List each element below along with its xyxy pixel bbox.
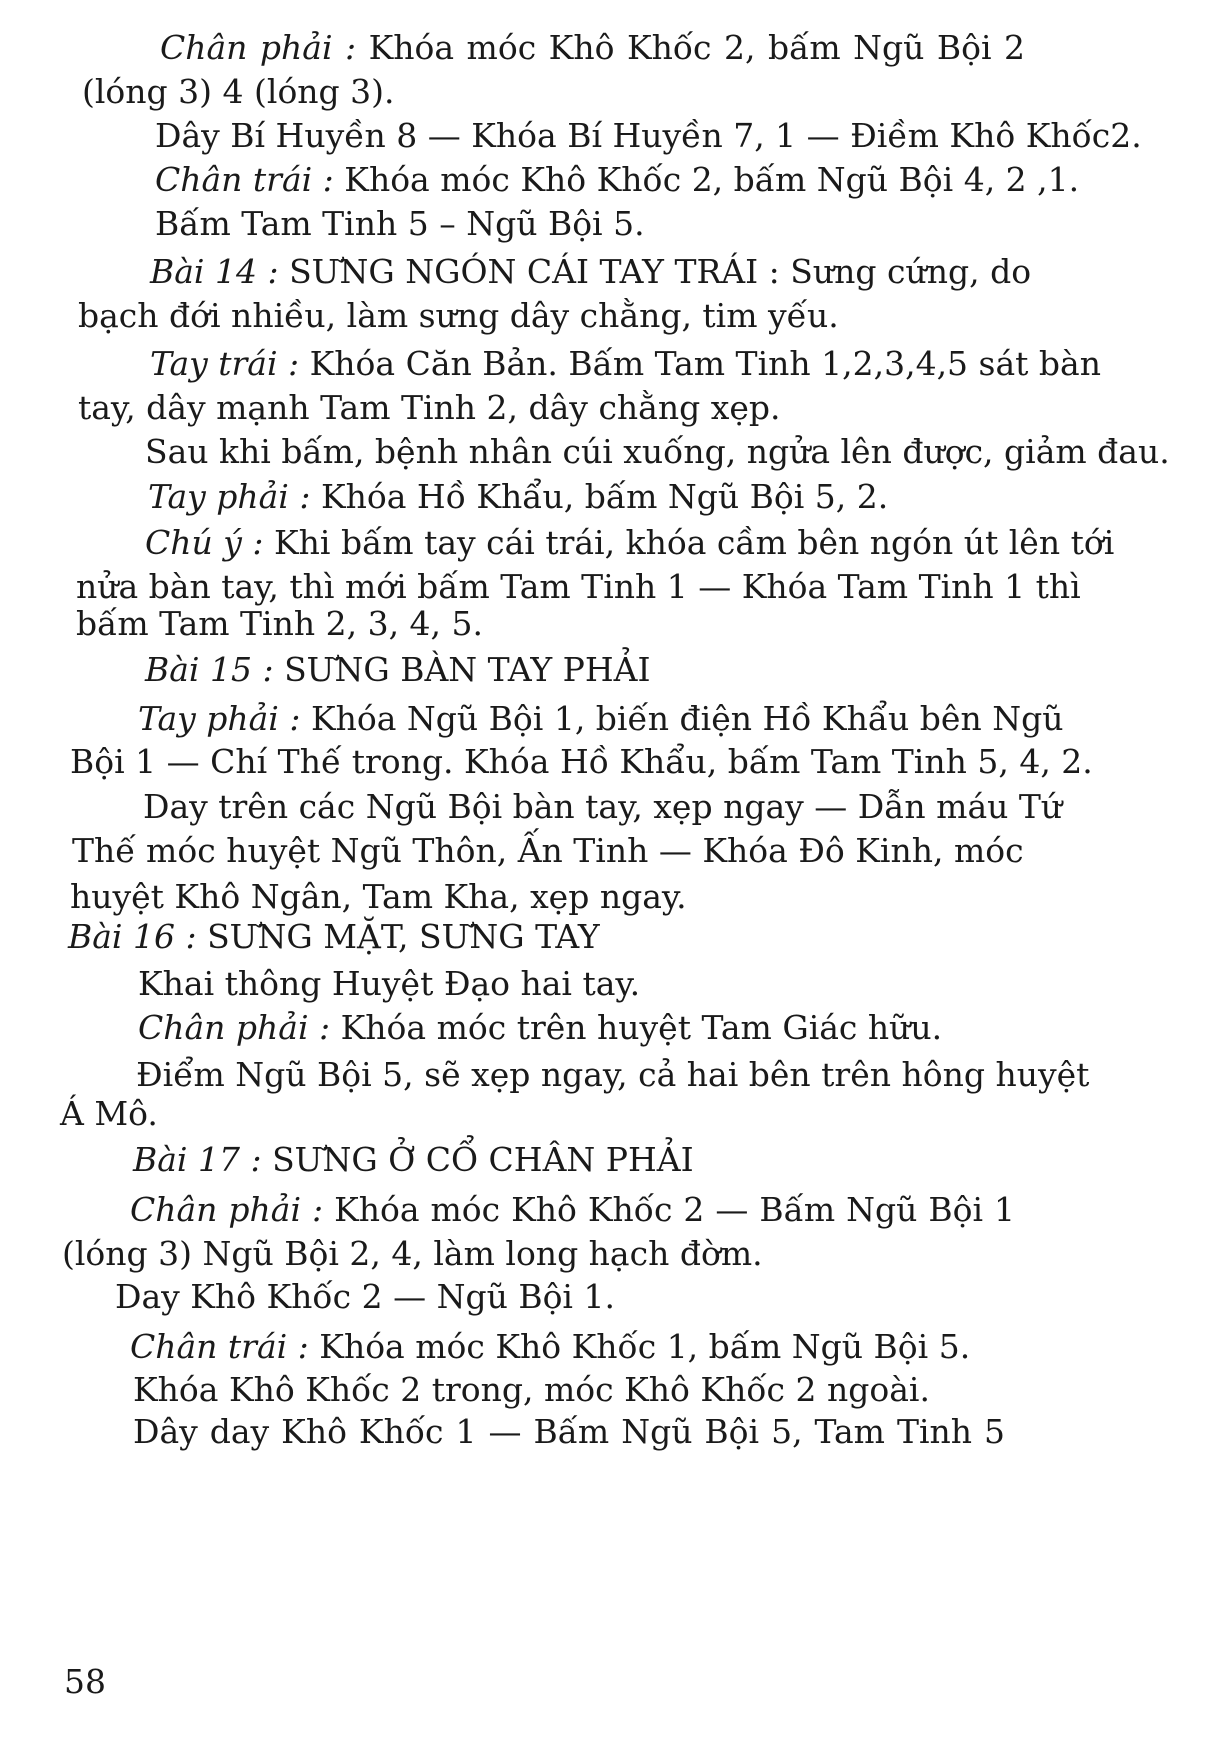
line-text: Khóa móc Khô Khốc 2, bấm Ngũ Bội 2 xyxy=(356,28,1025,67)
line-text: Khóa Ngũ Bội 1, biến điện Hồ Khẩu bên Ngũ xyxy=(300,699,1064,738)
text-line xyxy=(145,430,1170,474)
text-line xyxy=(160,26,1025,70)
text-line xyxy=(133,1368,1025,1412)
text-line xyxy=(133,1410,1005,1454)
text-line xyxy=(155,158,1080,202)
line-text: (lóng 3) 4 (lóng 3). xyxy=(82,72,395,111)
line-heading: Tay phải : xyxy=(148,477,311,516)
text-line xyxy=(150,250,1032,294)
text-line xyxy=(150,342,1101,386)
text-line xyxy=(145,521,1115,565)
text-line xyxy=(76,602,1025,646)
line-text: Bấm Tam Tinh 5 – Ngũ Bội 5. xyxy=(155,204,645,243)
line-text: Dây Bí Huyền 8 — Khóa Bí Huyền 7, 1 — Điềm Khô Khốc2. xyxy=(155,116,1142,155)
text-line xyxy=(155,202,1025,246)
line-text: bạch đới nhiều, làm sưng dây chằng, tim yếu. xyxy=(78,296,839,335)
line-text: Khóa móc Khô Khốc 2, bấm Ngũ Bội 4, 2 ,1. xyxy=(333,160,1080,199)
text-line xyxy=(138,1006,1025,1050)
line-text: (lóng 3) Ngũ Bội 2, 4, làm long hạch đờm. xyxy=(62,1234,763,1273)
text-line xyxy=(78,294,1025,338)
text-line xyxy=(130,1188,1015,1232)
line-heading: Chân trái : xyxy=(155,160,334,199)
line-text: Khóa Khô Khốc 2 trong, móc Khô Khốc 2 ngoài. xyxy=(133,1370,930,1409)
text-line xyxy=(115,1275,1025,1319)
line-text: Khi bấm tay cái trái, khóa cầm bên ngón út lên tới xyxy=(263,523,1115,562)
line-text: SƯNG Ở CỔ CHÂN PHẢI xyxy=(261,1140,694,1179)
line-heading: Chân phải : xyxy=(160,28,357,67)
text-line xyxy=(143,785,1063,829)
text-line xyxy=(62,1232,1025,1276)
text-line xyxy=(155,114,1142,158)
line-text: Bội 1 — Chí Thế trong. Khóa Hồ Khẩu, bấm Tam Tinh 5, 4, 2. xyxy=(70,742,1093,781)
line-heading: Chân trái : xyxy=(130,1327,309,1366)
line-text: SƯNG NGÓN CÁI TAY TRÁI : Sưng cứng, do xyxy=(278,252,1032,291)
line-text: Day trên các Ngũ Bội bàn tay, xẹp ngay — Dẫn máu Tứ xyxy=(143,787,1063,826)
line-text: SƯNG MẶT, SƯNG TAY xyxy=(196,917,600,956)
line-text: Khóa móc trên huyệt Tam Giác hữu. xyxy=(330,1008,943,1047)
text-line xyxy=(145,648,1025,692)
text-line xyxy=(78,386,1025,430)
line-heading: Chân phải : xyxy=(130,1190,324,1229)
line-text: Khai thông Huyệt Đạo hai tay. xyxy=(138,964,641,1003)
line-text: nửa bàn tay, thì mới bấm Tam Tinh 1 — Khóa Tam Tinh 1 thì xyxy=(76,567,1081,606)
line-text: Sau khi bấm, bệnh nhân cúi xuống, ngửa lên được, giảm đau. xyxy=(145,432,1170,471)
line-text: Khóa móc Khô Khốc 2 — Bấm Ngũ Bội 1 xyxy=(323,1190,1015,1229)
line-text: Day Khô Khốc 2 — Ngũ Bội 1. xyxy=(115,1277,615,1316)
text-line xyxy=(148,475,1025,519)
text-line xyxy=(68,915,1025,959)
text-line xyxy=(82,70,1025,114)
line-heading: Bài 15 : xyxy=(145,650,274,689)
line-text: Khóa Căn Bản. Bấm Tam Tinh 1,2,3,4,5 sát bàn xyxy=(299,344,1101,383)
line-text: Thế móc huyệt Ngũ Thôn, Ấn Tinh — Khóa Đô Kinh, móc xyxy=(72,831,1024,870)
text-line xyxy=(130,1325,1025,1369)
text-line xyxy=(72,829,1024,873)
line-heading: Tay trái : xyxy=(150,344,300,383)
text-line xyxy=(133,1138,1025,1182)
text-line xyxy=(136,1053,1090,1097)
line-text: Á Mô. xyxy=(60,1094,158,1133)
page-number: 58 xyxy=(64,1662,106,1701)
text-line xyxy=(138,697,1064,741)
line-heading: Tay phải : xyxy=(138,699,301,738)
text-line xyxy=(138,962,1025,1006)
line-text: Điểm Ngũ Bội 5, sẽ xẹp ngay, cả hai bên trên hông huyệt xyxy=(136,1055,1090,1094)
line-heading: Chú ý : xyxy=(145,523,264,562)
line-heading: Bài 16 : xyxy=(68,917,197,956)
line-text: huyệt Khô Ngân, Tam Kha, xẹp ngay. xyxy=(70,877,687,916)
line-heading: Bài 14 : xyxy=(150,252,279,291)
line-text: Dây day Khô Khốc 1 — Bấm Ngũ Bội 5, Tam Tinh 5 xyxy=(133,1412,1005,1451)
line-heading: Chân phải : xyxy=(138,1008,331,1047)
line-text: SƯNG BÀN TAY PHẢI xyxy=(273,650,651,689)
line-text: Khóa móc Khô Khốc 1, bấm Ngũ Bội 5. xyxy=(308,1327,971,1366)
text-line xyxy=(60,1092,1015,1136)
line-heading: Bài 17 : xyxy=(133,1140,262,1179)
line-text: tay, dây mạnh Tam Tinh 2, dây chằng xẹp. xyxy=(78,388,781,427)
line-text: Khóa Hồ Khẩu, bấm Ngũ Bội 5, 2. xyxy=(310,477,889,516)
text-line xyxy=(70,740,1093,784)
text-line xyxy=(70,875,1020,919)
line-text: bấm Tam Tinh 2, 3, 4, 5. xyxy=(76,604,484,643)
